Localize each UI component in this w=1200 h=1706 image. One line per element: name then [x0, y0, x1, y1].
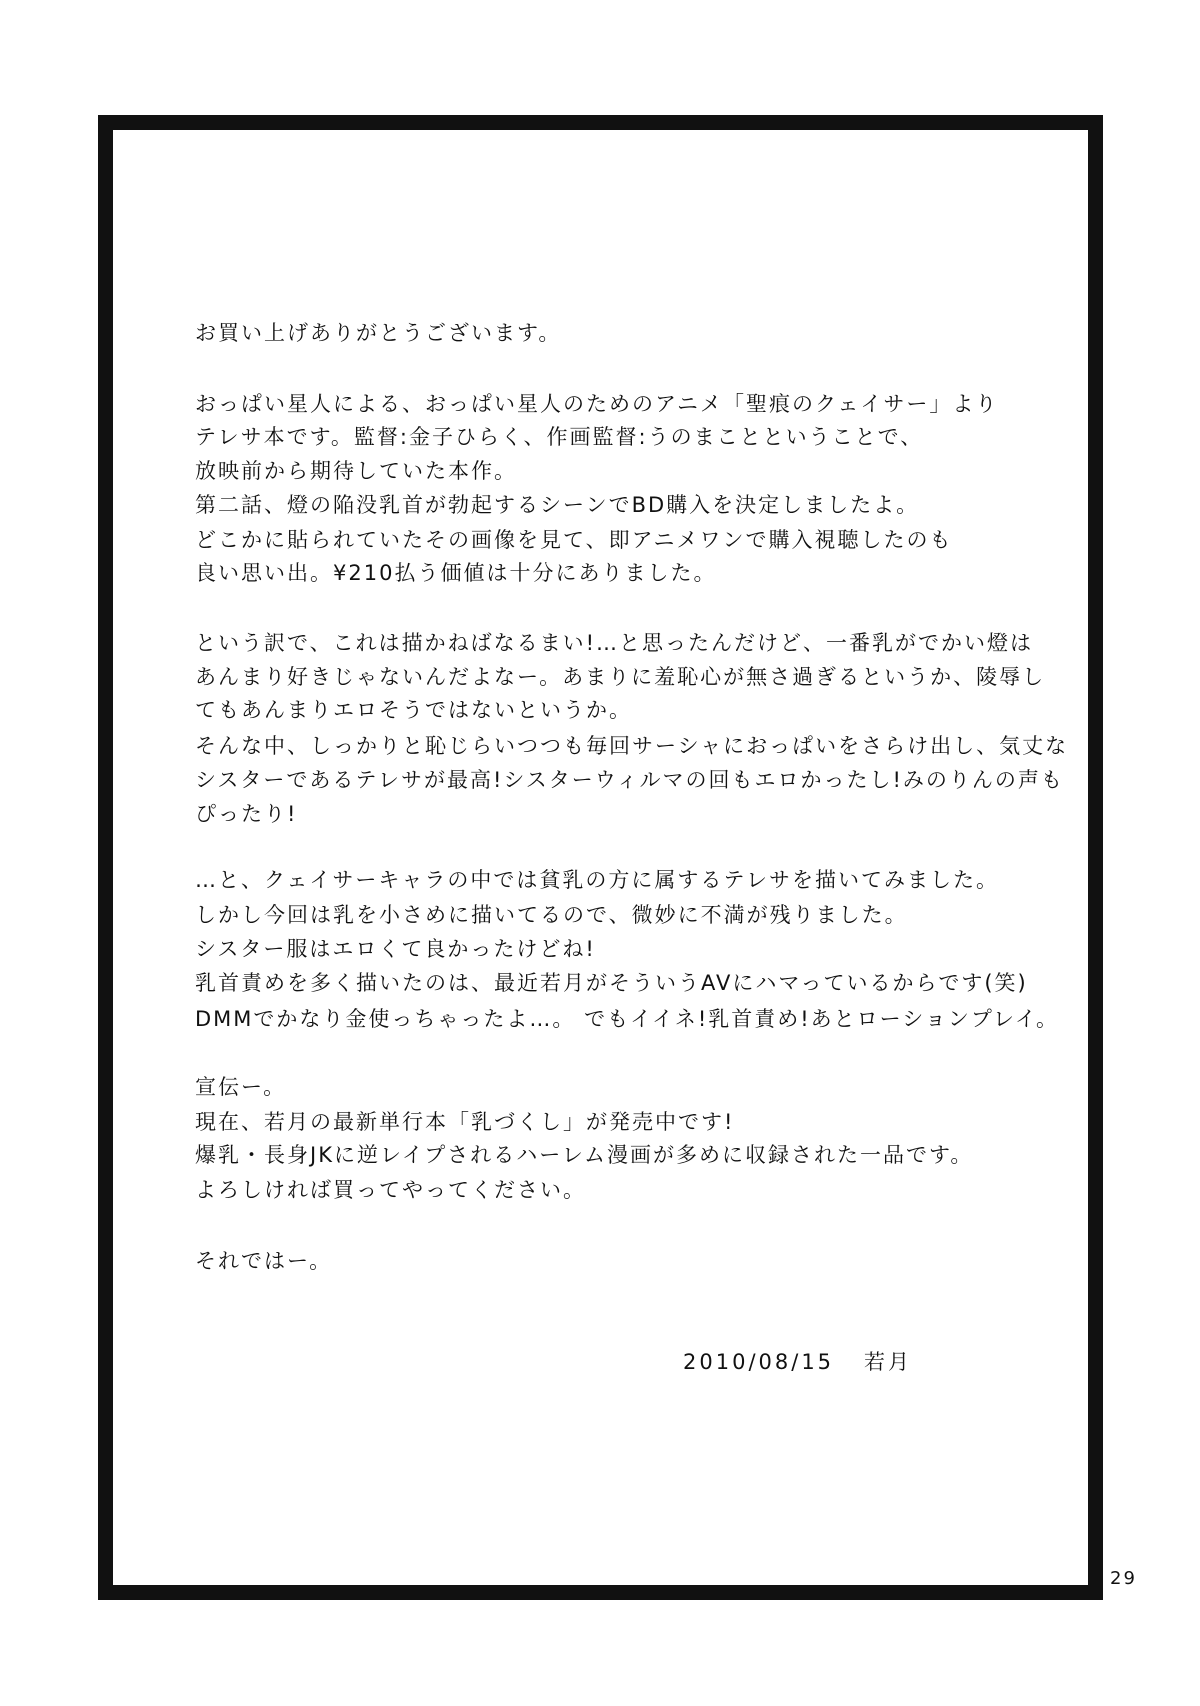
text-line: 現在、若月の最新単行本「乳づくし」が発売中です!: [195, 1110, 735, 1134]
text-line: 乳首責めを多く描いたのは、最近若月がそういうAVにハマっているからです(笑): [195, 971, 1028, 995]
text-line: 放映前から期待していた本作。: [195, 459, 517, 483]
text-line: という訳で、これは描かねばなるまい!…と思ったんだけど、一番乳がでかい燈は: [195, 631, 1033, 655]
text-line: DMMでかなり金使っちゃったよ…。 でもイイネ!乳首責め!あとローションプレイ。: [195, 1007, 1060, 1031]
text-line: お買い上げありがとうございます。: [195, 321, 562, 345]
text-line: …と、クェイサーキャラの中では貧乳の方に属するテレサを描いてみました。: [195, 868, 999, 892]
text-line: あんまり好きじゃないんだよなー。あまりに羞恥心が無さ過ぎるというか、陵辱し: [195, 665, 1046, 689]
text-line: シスターであるテレサが最高!シスターウィルマの回もエロかったし!みのりんの声も: [195, 768, 1064, 792]
page-number: 29: [1110, 1568, 1137, 1589]
text-line: 爆乳・長身JKに逆レイプされるハーレム漫画が多めに収録された一品です。: [195, 1143, 974, 1167]
text-line: 良い思い出。¥210払う価値は十分にありました。: [195, 561, 717, 585]
text-line: シスター服はエロくて良かったけどね!: [195, 937, 596, 961]
text-line: 第二話、燈の陥没乳首が勃起するシーンでBD購入を決定しましたよ。: [195, 493, 920, 517]
author-name: 若月: [864, 1350, 913, 1374]
text-line: ぴったり!: [195, 802, 298, 826]
text-line: どこかに貼られていたその画像を見て、即アニメワンで購入視聴したのも: [195, 528, 953, 552]
date: 2010/08/15: [683, 1350, 835, 1374]
text-line: そんな中、しっかりと恥じらいつつも毎回サーシャにおっぱいをさらけ出し、気丈な: [195, 734, 1069, 758]
text-line: それではー。: [195, 1249, 333, 1273]
text-line: よろしければ買ってやってください。: [195, 1178, 586, 1202]
text-line: てもあんまりエロそうではないというか。: [195, 698, 632, 722]
text-line: 宣伝ー。: [195, 1075, 287, 1099]
text-line: テレサ本です。監督:金子ひらく、作画監督:うのまことということで、: [195, 425, 924, 449]
signature: [683, 1346, 942, 1376]
text-line: おっぱい星人による、おっぱい星人のためのアニメ「聖痕のクェイサー」より: [195, 392, 999, 416]
text-line: しかし今回は乳を小さめに描いてるので、微妙に不満が残りました。: [195, 903, 908, 927]
